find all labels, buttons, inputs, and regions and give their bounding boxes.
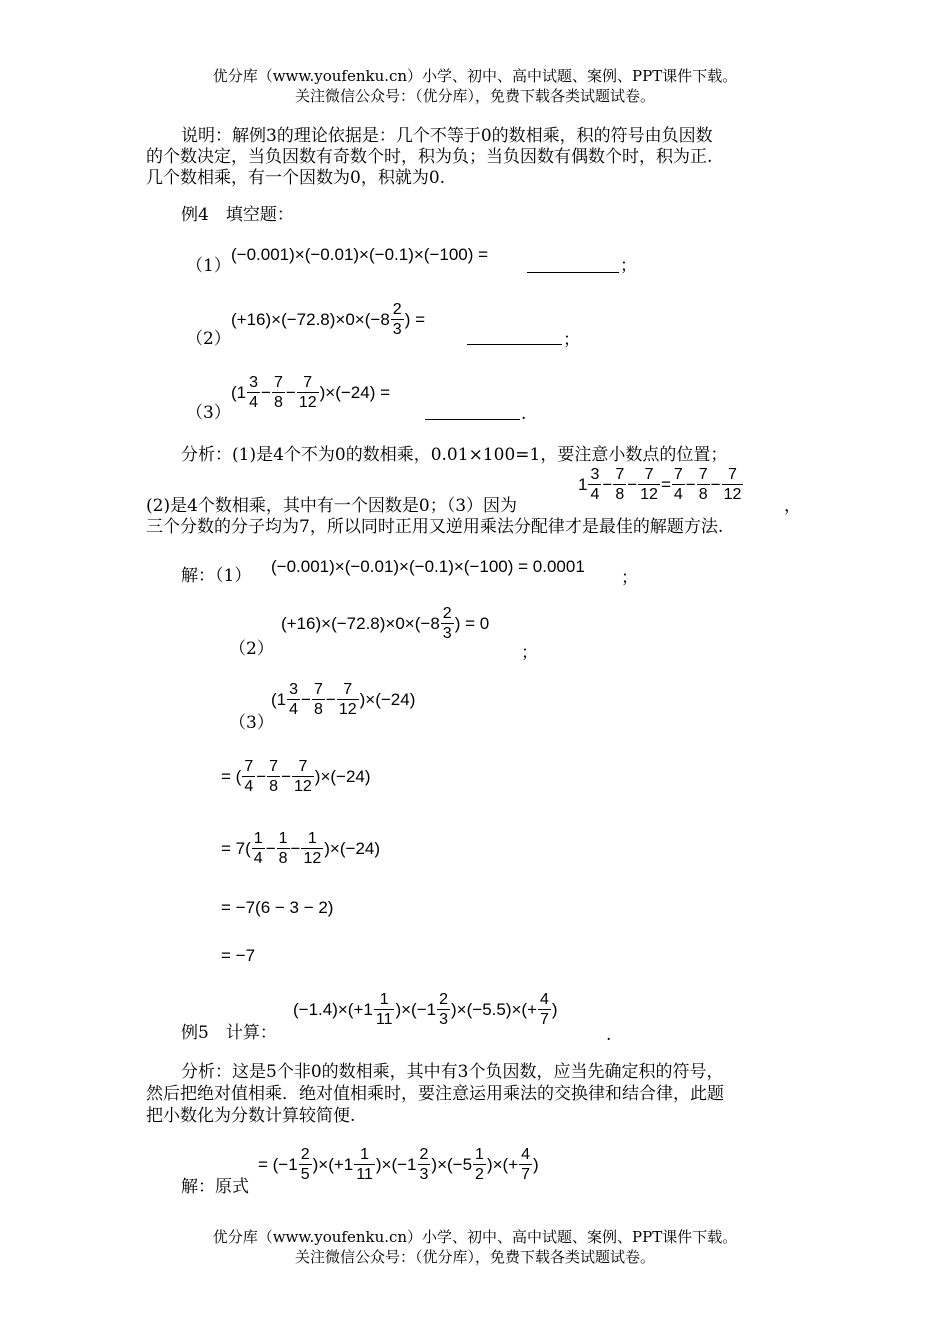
example5-expression [293, 990, 558, 1029]
s5-mid: )×(−5 [431, 1154, 473, 1174]
fraction-numerator: 7 [644, 466, 654, 483]
ex4-p3-fraction-2 [272, 373, 285, 412]
fraction-denominator: 3 [439, 1011, 449, 1028]
minus-sign: − [710, 474, 721, 494]
explain-line2: 的个数决定，当负因数有奇数个时，积为负；当负因数有偶数个时，积为正. [146, 147, 713, 167]
s5-fraction [299, 1145, 312, 1184]
example5-label: 例5 计算： [181, 1023, 277, 1043]
fraction-numerator: 7 [698, 466, 708, 483]
step2-fraction [301, 829, 323, 868]
fraction-numerator: 2 [419, 1146, 429, 1163]
ex4-p1-answer-blank [527, 254, 619, 273]
solution5-expression [258, 1145, 539, 1184]
fraction-numerator: 4 [521, 1146, 531, 1163]
fraction-denominator: 12 [294, 778, 312, 795]
fraction-denominator: 3 [392, 321, 402, 338]
solution4-s1-end: ； [621, 568, 638, 588]
ex4-p3-answer-blank [425, 401, 520, 420]
fraction-numerator: 2 [442, 605, 452, 622]
explain-line1: 说明：解例3的理论依据是：几个不等于0的数相乘，积的符号由负因数 [181, 126, 713, 146]
s3-fraction [287, 680, 300, 719]
minus-sign: − [256, 766, 267, 786]
ex4-p2-answer-blank [467, 326, 562, 345]
fraction-numerator: 7 [273, 374, 283, 391]
fraction-numerator: 2 [439, 991, 449, 1008]
ex5-mid: )×(−5.5)×(+ [451, 999, 538, 1019]
fraction-denominator: 8 [698, 486, 708, 503]
analysis4-fraction [697, 465, 710, 504]
ex5-open: (−1.4)×(+1 [293, 999, 373, 1019]
fraction-numerator: 3 [289, 681, 299, 698]
ex5-fraction [437, 990, 450, 1029]
equals-sign: = [660, 474, 671, 494]
solution4-step2 [221, 829, 380, 868]
analysis4-fraction [613, 465, 626, 504]
fraction-denominator: 12 [303, 850, 322, 867]
s3-open: (1 [271, 689, 287, 709]
fraction-denominator: 8 [313, 701, 323, 718]
fraction-numerator: 1 [475, 1146, 484, 1163]
ex4-p3-end: . [521, 404, 527, 424]
solution5-label: 解：原式 [181, 1177, 249, 1197]
step2-fraction [277, 829, 290, 868]
step1-tail: )×(−24) [314, 766, 371, 786]
minus-sign: − [281, 766, 291, 786]
ex5-fraction [538, 990, 551, 1029]
ex4-p2-fraction [391, 300, 404, 339]
fraction-denominator: 12 [298, 394, 317, 411]
step1-fraction [267, 757, 280, 796]
ex5-fraction [374, 990, 395, 1029]
s2-expr-text: (+16)×(−72.8)×0×(−8 [281, 613, 440, 633]
fraction-denominator: 11 [375, 1011, 393, 1028]
fraction-numerator: 1 [278, 830, 288, 847]
analysis5-line2: 然后把绝对值相乘．绝对值相乘时，要注意运用乘法的交换律和结合律，此题 [146, 1084, 724, 1104]
step2-open: = 7( [221, 838, 251, 858]
fraction-denominator: 4 [590, 486, 600, 503]
solution4-step3: = −7(6 − 3 − 2) [221, 898, 334, 917]
ex4-p3-label: （3） [186, 403, 231, 423]
fraction-denominator: 11 [356, 1166, 373, 1183]
fraction-numerator: 7 [269, 758, 279, 775]
fraction-denominator: 8 [269, 778, 279, 795]
minus-sign: − [602, 474, 613, 494]
s5-open: = (−1 [258, 1154, 298, 1174]
fraction-denominator: 3 [442, 625, 452, 642]
analysis4-fraction [588, 465, 601, 504]
ex4-p3-fraction-3 [297, 373, 319, 412]
step2-fraction [252, 829, 265, 868]
solution4-step4: = −7 [221, 946, 256, 965]
ex4-p2-expression [231, 300, 425, 339]
ex4-p2-label: （2） [186, 329, 231, 349]
fraction-numerator: 7 [303, 374, 313, 391]
mixed-number-whole: 1 [578, 474, 588, 494]
fraction-denominator: 4 [244, 778, 254, 795]
s5-close: ) [533, 1154, 539, 1174]
fraction-numerator: 3 [249, 374, 259, 391]
fraction-numerator: 4 [540, 991, 549, 1008]
analysis4-line3: 三个分数的分子均为7，所以同时正用又逆用乘法分配律才是最佳的解题方法. [146, 517, 724, 537]
ex4-p3-expression [231, 373, 390, 412]
analysis4-equation [578, 465, 744, 504]
s2-expr-tail: ) = 0 [454, 613, 490, 633]
fraction-denominator: 5 [300, 1166, 310, 1183]
ex4-p1-expression: (−0.001)×(−0.01)×(−0.1)×(−100) = [231, 245, 489, 264]
fraction-numerator: 1 [307, 830, 317, 847]
fraction-numerator: 7 [343, 681, 353, 698]
s5-fraction [418, 1145, 431, 1184]
s5-fraction [354, 1145, 375, 1184]
page-footer-line2: 关注微信公众号：（优分库），免费下载各类试题试卷。 [294, 1248, 655, 1266]
minus-sign: − [301, 689, 311, 709]
fraction-denominator: 4 [289, 701, 299, 718]
minus-sign: − [261, 382, 271, 402]
fraction-numerator: 7 [673, 466, 683, 483]
fraction-denominator: 7 [540, 1011, 549, 1028]
fraction-numerator: 7 [298, 758, 308, 775]
page-header-line2: 关注微信公众号：（优分库），免费下载各类试题试卷。 [294, 87, 655, 105]
s5-mid: )×(−1 [375, 1154, 417, 1174]
fraction-numerator: 1 [379, 991, 389, 1008]
minus-sign: − [290, 838, 301, 858]
solution4-step1 [221, 757, 371, 796]
minus-sign: − [285, 382, 296, 402]
fraction-denominator: 4 [253, 850, 263, 867]
fraction-numerator: 2 [392, 301, 402, 318]
explain-line3: 几个数相乘，有一个因数为0，积就为0. [146, 168, 446, 188]
fraction-denominator: 7 [521, 1166, 531, 1183]
fraction-denominator: 8 [273, 394, 283, 411]
fraction-numerator: 3 [590, 466, 600, 483]
example5-end: . [606, 1025, 612, 1045]
analysis5-line3: 把小数化为分数计算较简便. [146, 1106, 356, 1126]
s2-fraction [441, 604, 454, 643]
fraction-denominator: 12 [640, 486, 658, 503]
ex4-p2-expr-text: (+16)×(−72.8)×0×(−8 [231, 309, 390, 329]
solution4-s1-expression: (−0.001)×(−0.01)×(−0.1)×(−100) = 0.0001 [271, 557, 585, 576]
solution4-s2-end: ； [521, 643, 538, 663]
s5-mid: )×(+1 [312, 1154, 354, 1174]
analysis4-line2-end: ， [784, 496, 801, 516]
solution4-s3-label: （3） [229, 713, 274, 733]
fraction-numerator: 7 [615, 466, 625, 483]
example4-title: 例4 填空题： [181, 205, 294, 225]
s5-mid: )×(+ [486, 1154, 519, 1174]
ex4-p2-end: ； [563, 330, 580, 350]
fraction-numerator: 1 [360, 1146, 369, 1163]
minus-sign: − [685, 474, 696, 494]
fraction-numerator: 7 [728, 466, 737, 483]
ex5-close: ) [551, 999, 558, 1019]
analysis4-fraction [722, 465, 744, 504]
fraction-denominator: 8 [615, 486, 625, 503]
fraction-numerator: 7 [313, 681, 323, 698]
fraction-numerator: 1 [253, 830, 263, 847]
s3-fraction [312, 680, 325, 719]
step1-open: = ( [221, 766, 242, 786]
fraction-denominator: 4 [249, 394, 259, 411]
minus-sign: − [265, 838, 276, 858]
step1-fraction [292, 757, 314, 796]
analysis5-line1: 分析：这是5个非0的数相乘，其中有3个负因数，应当先确定积的符号， [181, 1062, 724, 1082]
minus-sign: − [325, 689, 336, 709]
ex4-p1-end: ； [620, 256, 637, 276]
solution4-s3-expression [271, 680, 415, 719]
fraction-denominator: 4 [673, 486, 683, 503]
fraction-denominator: 2 [475, 1166, 484, 1183]
page-header-line1: 优分库（www.youfenku.cn）小学、初中、高中试题、案例、PPT课件下载。 [212, 67, 738, 85]
fraction-numerator: 2 [300, 1146, 310, 1163]
s3-tail: )×(−24) [359, 689, 416, 709]
page-footer-line1: 优分库（www.youfenku.cn）小学、初中、高中试题、案例、PPT课件下载。 [212, 1228, 738, 1246]
fraction-denominator: 12 [723, 486, 742, 503]
fraction-denominator: 12 [338, 701, 357, 718]
s5-fraction [473, 1145, 486, 1184]
fraction-denominator: 8 [278, 850, 288, 867]
ex4-p2-expr-tail: ) = [404, 309, 425, 329]
analysis4-fraction [672, 465, 685, 504]
ex4-p3-fraction-1 [247, 373, 260, 412]
solution4-s2-expression [281, 604, 489, 643]
ex4-p3-open: (1 [231, 382, 247, 402]
ex4-p1-label: （1） [186, 256, 231, 276]
ex5-mid: )×(−1 [395, 999, 437, 1019]
step1-fraction [242, 757, 255, 796]
ex4-p3-tail: )×(−24) = [319, 382, 391, 402]
solution4-label: 解：（1） [181, 566, 252, 586]
solution4-s2-label: （2） [229, 639, 274, 659]
minus-sign: − [627, 474, 638, 494]
fraction-denominator: 3 [419, 1166, 429, 1183]
s5-fraction [519, 1145, 532, 1184]
analysis4-fraction [638, 465, 660, 504]
analysis4-line1: 分析：(1)是4个不为0的数相乘，0.01×100=1，要注意小数点的位置； [181, 445, 728, 465]
analysis4-line2: (2)是4个数相乘，其中有一个因数是0；（3）因为 [146, 496, 518, 516]
step2-tail: )×(−24) [324, 838, 381, 858]
s3-fraction [337, 680, 359, 719]
fraction-numerator: 7 [244, 758, 254, 775]
